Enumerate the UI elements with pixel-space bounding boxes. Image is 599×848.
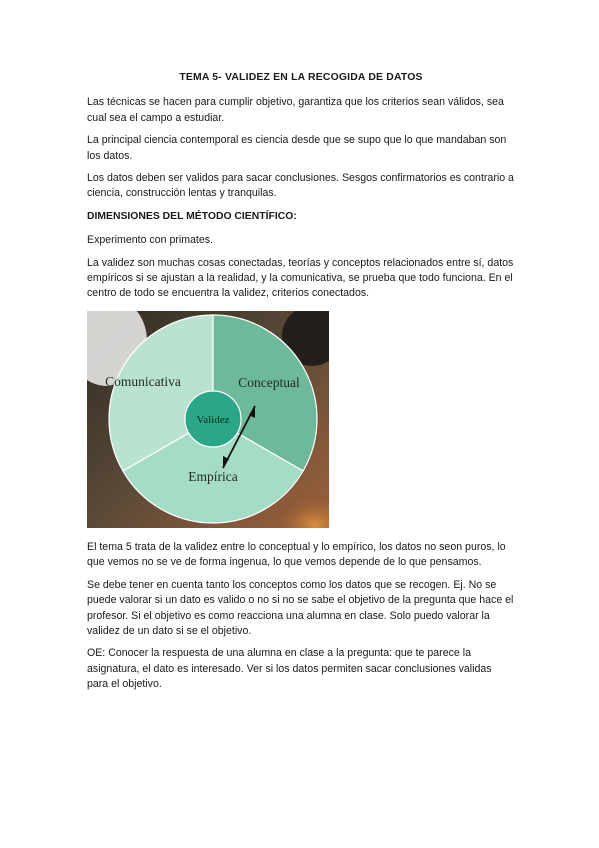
- validity-diagram-figure: [87, 311, 329, 528]
- section-heading: DIMENSIONES DEL MÉTODO CIENTÍFICO:: [87, 210, 297, 222]
- paragraph-after-2: Se debe tener en cuenta tanto los conceptos como los datos que se recogen. Ej. No se puede valorar si un dato es valido o no si no se sabe el objetivo de la pregunta que hace el profesor. Si el objetivo es como reacciona una alumna en clase. Solo puedo valorar la validez de un dato si se el objetivo.: [87, 578, 514, 637]
- label-empirica: Empírica: [188, 468, 238, 484]
- validity-diagram: [87, 311, 329, 528]
- document-title: TEMA 5- VALIDEZ EN LA RECOGIDA DE DATOS: [179, 72, 423, 83]
- label-conceptual: Conceptual: [238, 374, 300, 390]
- label-comunicativa: Comunicativa: [105, 373, 181, 389]
- paragraph-after-3: OE: Conocer la respuesta de una alumna en clase a la pregunta: que te parece la asignatura, el dato es interesado. Ver si los datos permiten sacar conclusiones validas para el objetivo.: [87, 647, 492, 691]
- paragraph-section-2: La validez son muchas cosas conectadas, teorías y conceptos relacionados entre sí, datos empíricos si se ajustan a la realidad, y la comunicativa, se prueba que todo funciona. En el centro de todo se encuentra la validez, criterios conectados.: [87, 256, 514, 300]
- label-validez: Validez: [196, 413, 230, 426]
- paragraph-after-1: El tema 5 trata de la validez entre lo conceptual y lo empírico, los datos no seon puros, lo que vemos no se ve de forma ingenua, lo que vemos depende de lo que pensamos.: [87, 540, 506, 569]
- paragraph-section-1: Experimento con primates.: [87, 234, 214, 247]
- paragraph-intro-1: Las técnicas se hacen para cumplir objetivo, garantiza que los criterios sean válidos, sea cual sea el campo a estudiar.: [87, 96, 504, 124]
- document-body: [87, 70, 515, 700]
- paragraph-intro-3: Los datos deben ser validos para sacar conclusiones. Sesgos confirmatorios es contrario a ciencia, construcción lentas y tranquilas.: [87, 172, 514, 200]
- paragraph-intro-2: La principal ciencia contemporal es ciencia desde que se supo que lo que mandaban son los datos.: [87, 134, 507, 162]
